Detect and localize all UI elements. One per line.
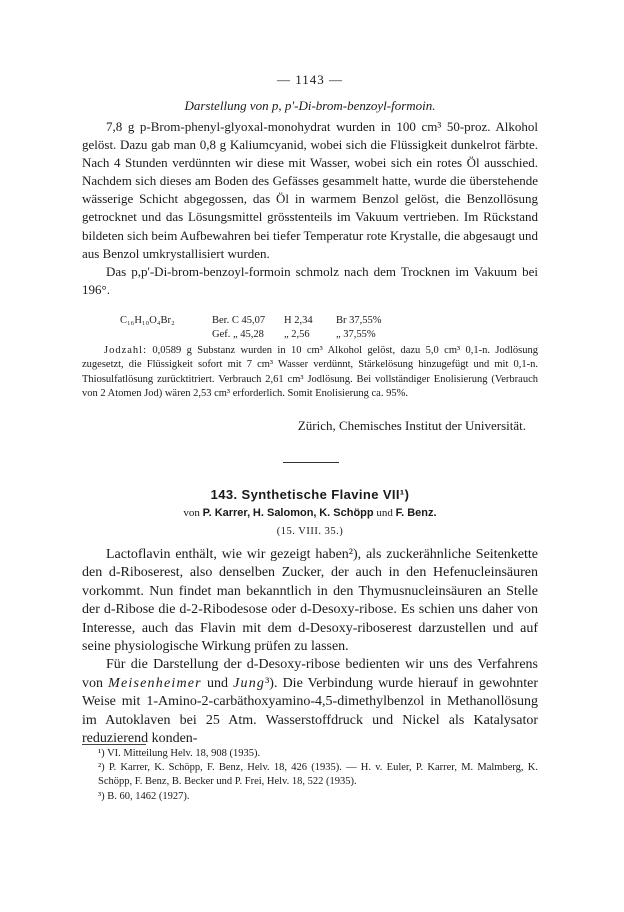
iodine-text: 0,0589 g Substanz wurden in 10 cm³ Alkohol gelöst, dazu 5,0 cm³ 0,1-n. Jodlösung zugesetzt, die Flüssigkeit sofort mit 7 cm³ Wasser verdünnt, Stärkelösung hinzugefügt und mit 0,1-n. Thiosulfatlösung zurücktitriert. Verbrauch 2,61 cm³ Jodlösung. Bei vollständiger Enolisierung (Verbrauch von 2 Atomen Jod) wären 2,53 cm³ erforderlich. Somit Enolisierung ca. 95%. bbox=[82, 345, 538, 400]
analysis-c-found: Gef. „ 45,28 bbox=[212, 329, 264, 340]
section-title: Darstellung von p, p'-Di-brom-benzoyl-formoin. bbox=[184, 98, 436, 113]
molecular-formula: C₁₆H₁₀O₄Br₂ bbox=[120, 315, 175, 326]
footnote-2: ²) P. Karrer, K. Schöpp, F. Benz, Helv. 18, 426 (1935). — H. v. Euler, P. Karrer, M. Malmberg, K. Schöpp, F. Benz, B. Becker und P. Frei, Helv. 18, 522 (1935). bbox=[98, 762, 538, 788]
footnote-3: ³) B. 60, 1462 (1927). bbox=[98, 790, 190, 802]
institute-line: Zürich, Chemisches Institut der Universität. bbox=[297, 418, 526, 433]
and-word: und bbox=[376, 507, 393, 519]
analysis-br-found: „ 37,55% bbox=[336, 329, 376, 340]
footnotes bbox=[82, 747, 538, 804]
analysis-row-found bbox=[82, 328, 538, 342]
author-salomon: H. Salomon, bbox=[252, 507, 317, 519]
iodine-term: Jodzahl: bbox=[104, 345, 147, 356]
elemental-analysis bbox=[82, 314, 538, 342]
footnote-1: ¹) VI. Mitteilung Helv. 18, 908 (1935). bbox=[98, 748, 261, 759]
section-divider bbox=[283, 462, 339, 463]
analysis-h-calculated: H 2,34 bbox=[284, 315, 313, 326]
by-word: von bbox=[183, 507, 200, 519]
authors-line bbox=[82, 507, 538, 519]
article-paragraph-2: Für die Darstellung der d-Desoxy-ribose bedienten wir uns des Verfahrens von Meisenheimer und Jung³). Die Verbindung wurde hierauf in gewohnter Weise mit 1-Amino-2-carbäthoxyamino-4,5-dimethylbenzol in Methanollösung im Autoklaven bei 25 Atm. Wasserstoffdruck und Nickel als Katalysator reduzierend konden- bbox=[82, 657, 539, 747]
iodine-value-note bbox=[82, 344, 538, 402]
analysis-h-found: „ 2,56 bbox=[284, 329, 310, 340]
preparation-text bbox=[82, 118, 538, 299]
footnote-rule bbox=[82, 744, 146, 745]
analysis-br-calculated: Br 37,55% bbox=[336, 315, 382, 326]
page-number: — 1143 — bbox=[276, 72, 344, 87]
received-date: (15. VIII. 35.) bbox=[276, 526, 344, 537]
melting-point-paragraph: Das p,p'-Di-brom-benzoyl-formoin schmolz nach dem Trocknen im Vakuum bei 196°. bbox=[82, 263, 538, 297]
author-schoepp: K. Schöpp bbox=[319, 507, 374, 519]
name-meisenheimer: Meisenheimer bbox=[108, 675, 202, 691]
author-benz: F. Benz. bbox=[395, 507, 437, 519]
article-body bbox=[82, 546, 538, 748]
article-title: 143. Synthetische Flavine VII¹) bbox=[210, 487, 410, 502]
article-paragraph-1: Lactoflavin enthält, wie wir gezeigt haben²), als zuckerähnliche Seitenkette den d-Riboserest, also denselben Zucker, der auch in den Hefenucleinsäuren vorkommt. Nun findet man bekanntlich in den Thymusnucleinsäuren an Stelle der d-Ribose die d-2-Ribodesose oder d-Desoxy-ribose. Es schien uns daher von Interesse, auch das Flavin mit dem d-Desoxy-riboserest darzustellen und auf seine physiologische Wirkung prüfen zu lassen. bbox=[82, 547, 538, 655]
analysis-c-calculated: Ber. C 45,07 bbox=[212, 315, 266, 326]
author-karrer: P. Karrer, bbox=[202, 507, 251, 519]
analysis-row-calculated bbox=[82, 314, 538, 328]
name-jung: Jung bbox=[233, 675, 266, 691]
preparation-paragraph: 7,8 g p-Brom-phenyl-glyoxal-monohydrat wurden in 100 cm³ 50-proz. Alkohol gelöst. Dazu gab man 0,8 g Kaliumcyanid, wobei sich die Flüssigkeit dunkelrot färbte. Nach 4 Stunden verdünnten wir diese mit Wasser, wobei sich ein rotes Öl ausschied. Nachdem sich dieses am Boden des Gefässes gesammelt hatte, wurde die überstehende wässerige Schicht abgegossen, das Öl in warmem Benzol gelöst, die Benzollösung getrocknet und das Lösungsmittel grösstenteils im Vakuum vertrieben. Im Rückstand bildeten sich beim Aufbewahren bei tiefer Temperatur rote Krystalle, die abgesaugt und aus Benzol umkrystallisiert wurden. bbox=[82, 119, 538, 261]
